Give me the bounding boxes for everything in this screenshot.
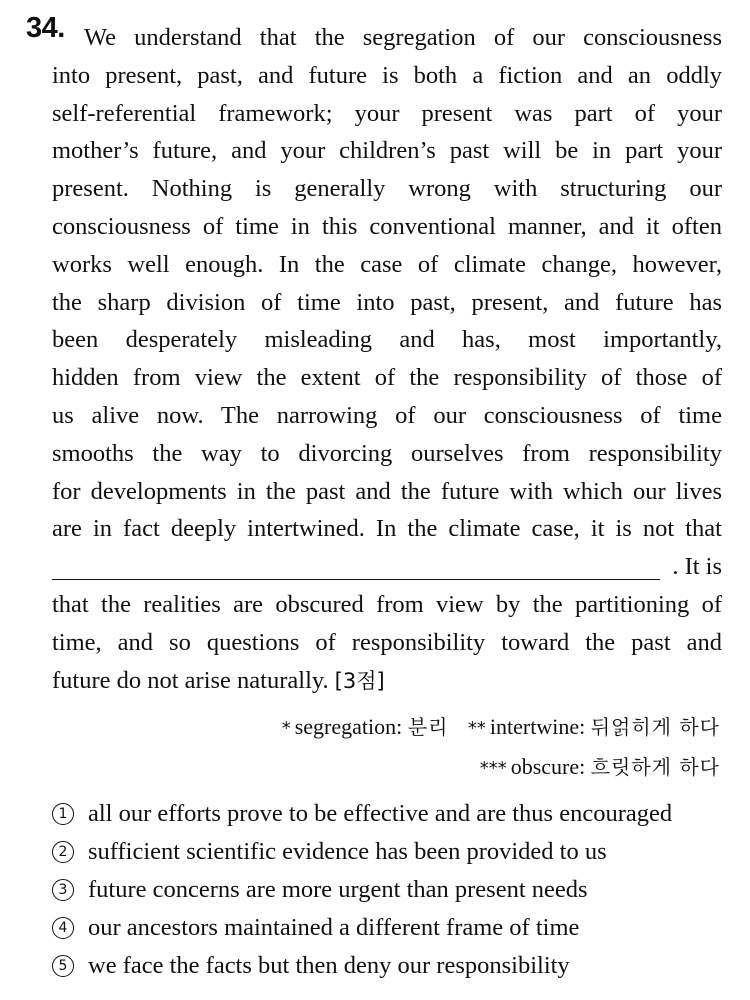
passage-line: been desperately misleading and has, most importantly, (52, 326, 722, 354)
glossary-row (268, 748, 720, 788)
glossary-item (282, 714, 449, 739)
answer-options (52, 795, 732, 985)
glossary-meaning: 뒤얽히게 하다 (590, 715, 720, 739)
footnote-marker: *** (479, 758, 507, 779)
passage-line: for developments in the past and the future with which our lives (52, 477, 722, 505)
option-5[interactable] (52, 947, 732, 985)
points-label: [3점] (334, 668, 385, 693)
answer-blank[interactable] (52, 551, 660, 580)
option-2[interactable] (52, 833, 732, 871)
passage-line: hidden from view the extent of the responsibility of those of (52, 364, 722, 392)
passage-line: that the realities are obscured from view by the partitioning of (52, 590, 722, 618)
blank-suffix: . It is (672, 553, 722, 581)
option-text: we face the facts but then deny our responsibility (88, 952, 570, 979)
passage-line: us alive now. The narrowing of our consciousness of time (52, 401, 722, 429)
passage-line: self-referential framework; your present was part of your (52, 99, 722, 127)
blank-line (52, 548, 722, 586)
passage-line: We understand that the segregation of our consciousness (84, 24, 722, 51)
passage-line: smooths the way to divorcing ourselves from responsibility (52, 439, 722, 467)
option-text: future concerns are more urgent than present needs (88, 876, 588, 903)
option-number-circle: 4 (52, 917, 74, 939)
passage-line: are in fact deeply intertwined. In the climate case, it is not that (52, 515, 722, 543)
option-1[interactable] (52, 795, 732, 833)
glossary-term: intertwine: (489, 714, 586, 739)
glossary-item (480, 754, 720, 779)
glossary-term: obscure: (510, 754, 586, 779)
passage-line: the sharp division of time into past, present, and future has (52, 288, 722, 316)
glossary-item (468, 714, 720, 739)
footnote-marker: ** (467, 718, 486, 739)
passage (52, 19, 722, 699)
passage-final-text: future do not arise naturally. (52, 666, 329, 694)
passage-line: consciousness of time in this conventional manner, and it often (52, 212, 722, 240)
question-number: 34. (26, 12, 65, 44)
glossary-row (268, 708, 720, 748)
passage-line: mother’s future, and your children’s past will be in part your (52, 137, 722, 165)
passage-line: works well enough. In the case of climate change, however, (52, 250, 722, 278)
option-text: all our efforts prove to be effective and are thus encouraged (88, 800, 673, 827)
glossary-term: segregation: (294, 714, 403, 739)
option-number-circle: 3 (52, 879, 74, 901)
option-text: our ancestors maintained a different frame of time (88, 914, 580, 941)
option-4[interactable] (52, 909, 732, 947)
passage-line: into present, past, and future is both a fiction and an oddly (52, 61, 722, 89)
option-number-circle: 2 (52, 841, 74, 863)
passage-final-line (52, 662, 722, 700)
glossary-meaning: 흐릿하게 하다 (590, 755, 720, 779)
passage-line: present. Nothing is generally wrong with structuring our (52, 175, 722, 203)
option-text: sufficient scientific evidence has been provided to us (88, 838, 607, 865)
glossary (268, 708, 720, 788)
option-number-circle: 1 (52, 803, 74, 825)
option-number-circle: 5 (52, 955, 74, 977)
option-3[interactable] (52, 871, 732, 909)
glossary-meaning: 분리 (407, 715, 449, 739)
passage-line: time, and so questions of responsibility toward the past and (52, 628, 722, 656)
footnote-marker: * (281, 718, 291, 739)
